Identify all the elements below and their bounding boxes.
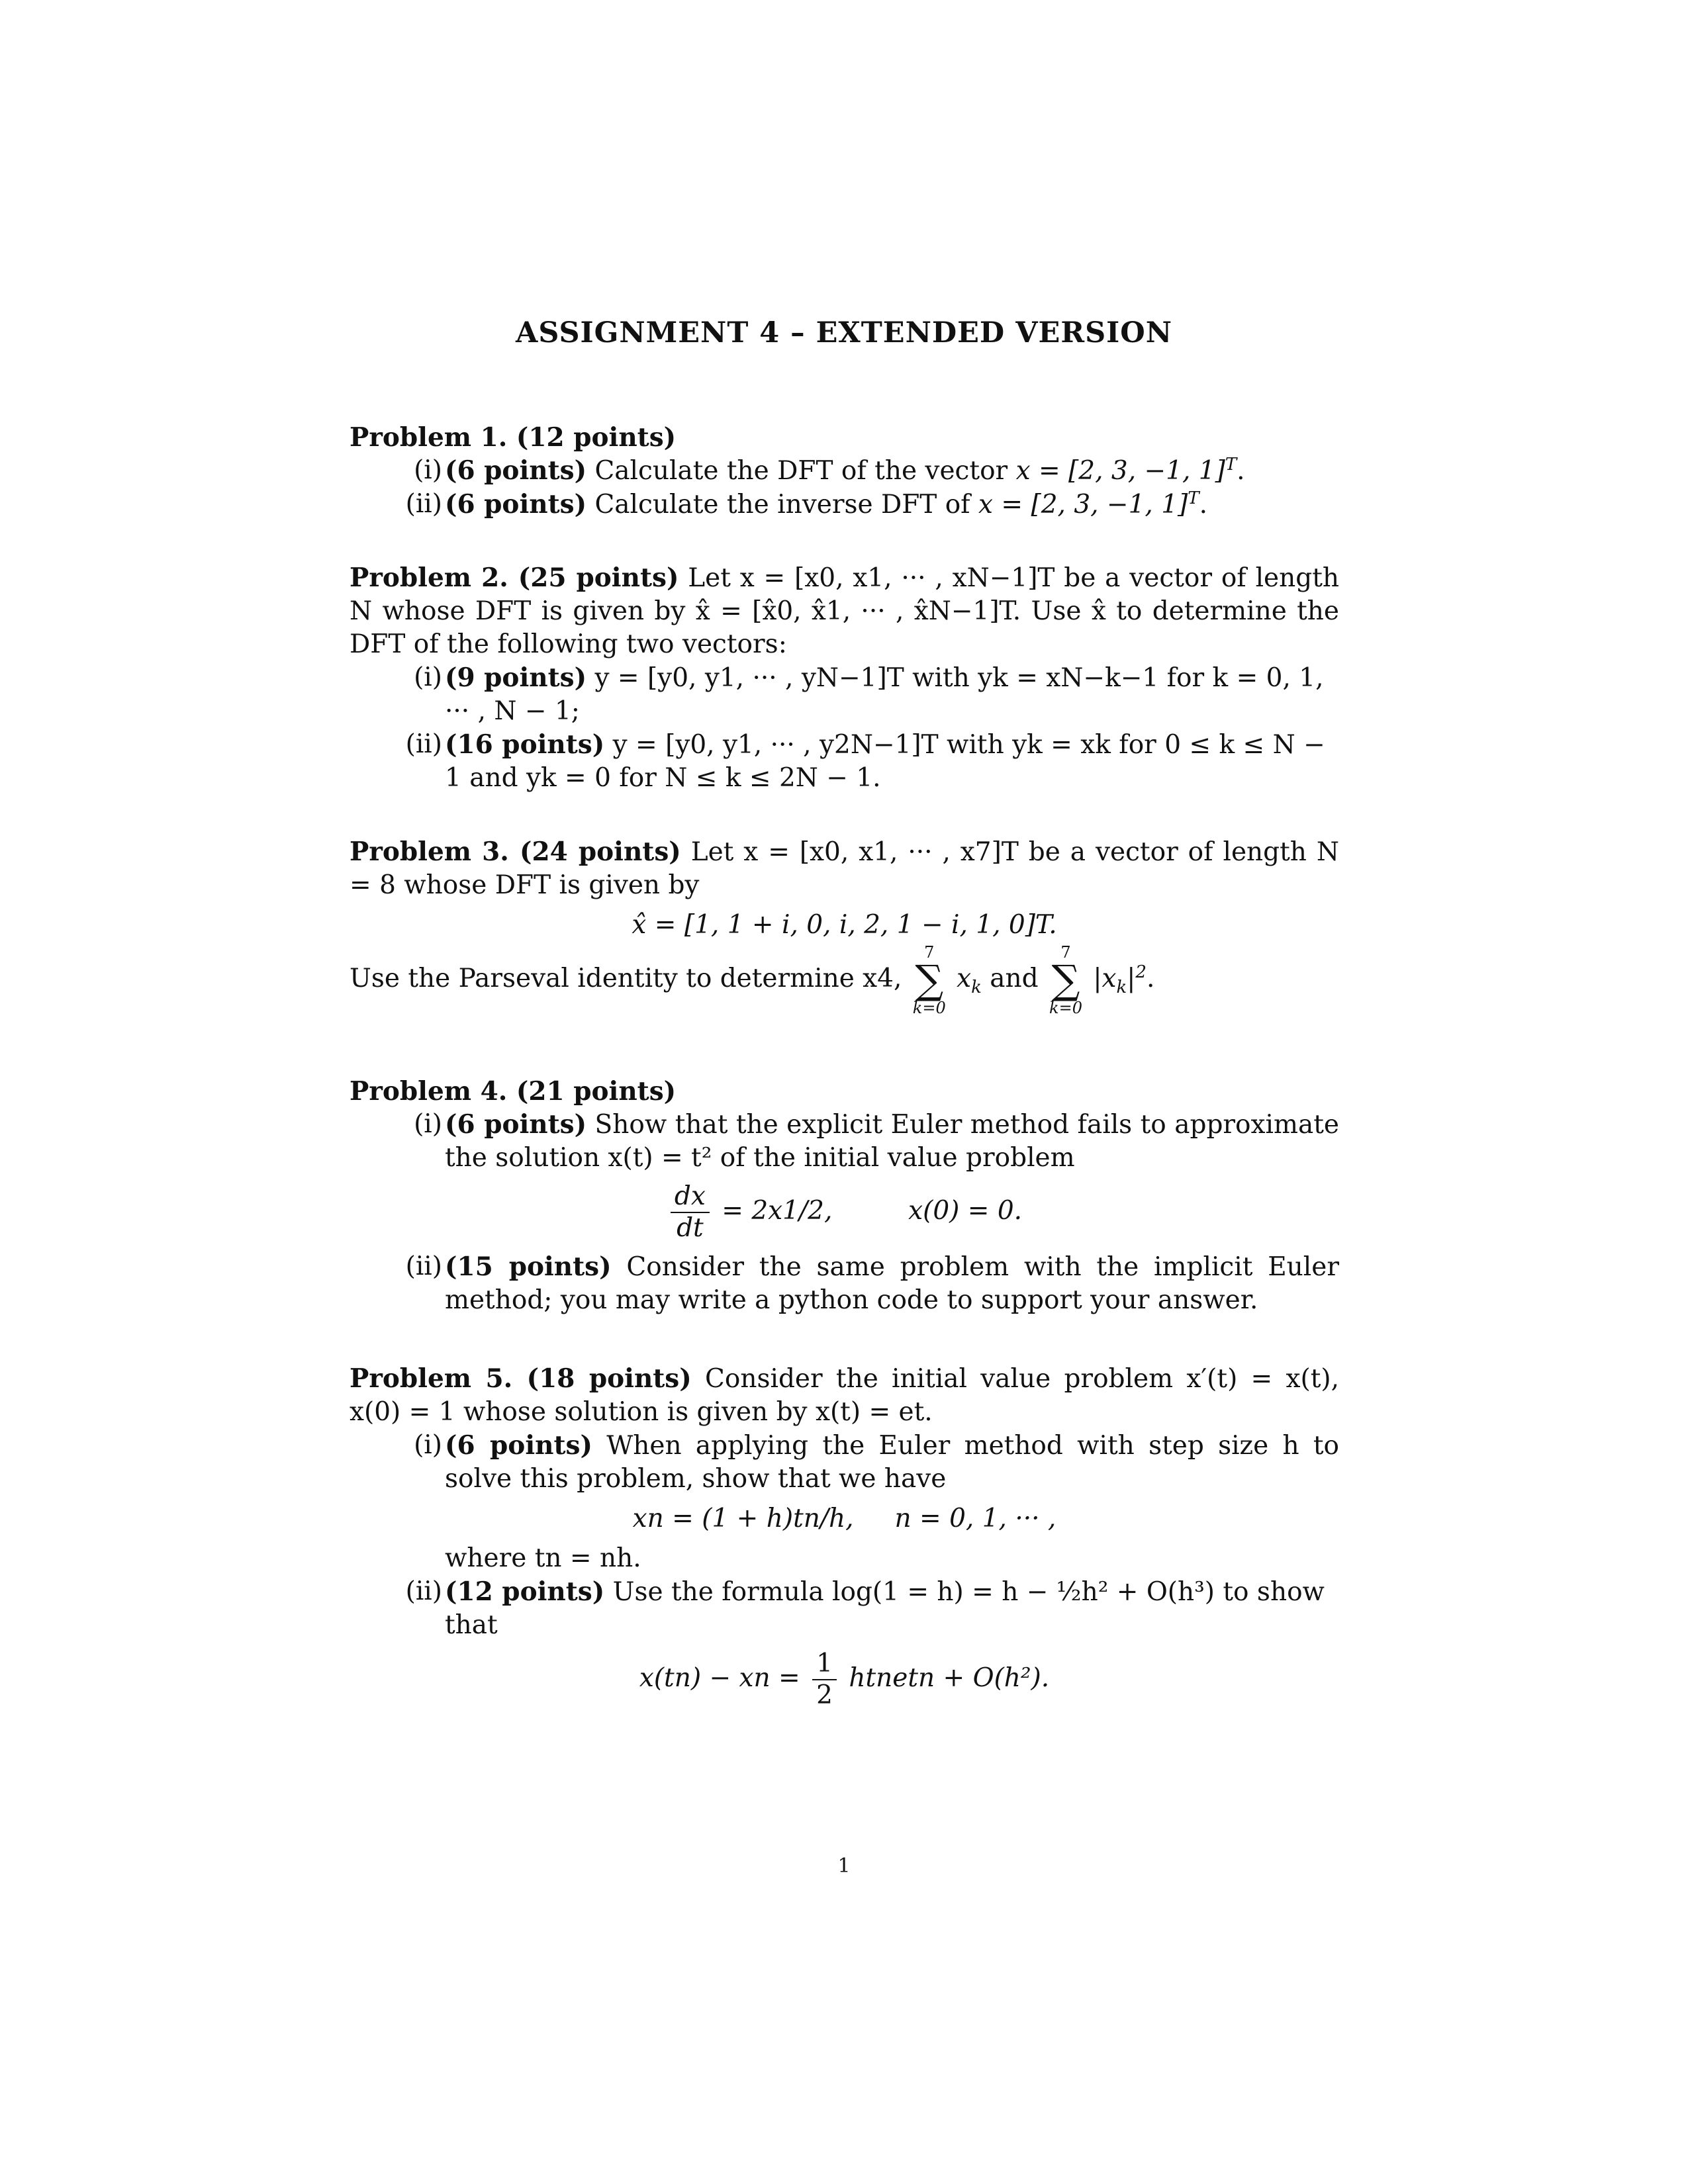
fraction-denominator: 2 xyxy=(816,1680,833,1710)
sum-operator: 7 ∑ k=0 xyxy=(1049,943,1082,1017)
problem-2 xyxy=(350,561,1339,795)
document-title: ASSIGNMENT 4 – EXTENDED VERSION xyxy=(515,316,1172,349)
problem-5-part-ii xyxy=(350,1575,1339,1642)
part-points: (15 points) xyxy=(445,1251,612,1282)
problem-5-intro-text: Consider the initial value problem x′(t) = x(t), x(0) = 1 whose solution is given by x(t) = et. xyxy=(350,1364,1339,1427)
part-text: y = [y0, y1, ··· , yN−1]T with yk = xN−k−1 for k = 0, 1, ··· , N − 1; xyxy=(445,663,1324,726)
problem-2-intro xyxy=(350,561,1339,661)
page-number: 1 xyxy=(837,1854,851,1878)
sum-upper-limit: 7 xyxy=(1060,943,1071,962)
part-points: (12 points) xyxy=(445,1576,605,1607)
sum-lower-limit: k=0 xyxy=(912,999,946,1017)
sum-upper-limit: 7 xyxy=(924,943,935,962)
sum-lower-limit: k=0 xyxy=(1049,999,1082,1017)
problem-3-parseval-line: Use the Parseval identity to determine x4, 7 ∑ k=0 $x_k$ and 7 ∑ k=0 $|x_k|^2$. xyxy=(350,943,1155,1017)
fraction-numerator: dx xyxy=(671,1181,710,1213)
problem-2-intro-text: Let x = [x0, x1, ··· , xN−1]T be a vector of length N whose DFT is given by x̂ = [x̂0, x̂1, ··· , x̂N−1]T. Use x̂ to determine the DFT of the following two vectors: xyxy=(350,563,1339,659)
part-number: (ii) xyxy=(405,1576,442,1606)
problem-1-heading: Problem 1. (12 points) xyxy=(350,422,677,453)
problem-5-where xyxy=(350,1542,1339,1575)
problem-5-euler-formula: xn = (1 + h)tn/h, n = 0, 1, ··· , xyxy=(632,1504,1056,1533)
fraction-denominator: dt xyxy=(677,1213,704,1243)
problem-3-heading: Problem 3. (24 points) xyxy=(350,837,681,867)
problem-4-heading: Problem 4. (21 points) xyxy=(350,1076,677,1107)
part-number: (i) xyxy=(414,1430,442,1460)
part-points: (6 points) xyxy=(445,1109,587,1140)
problem-4 xyxy=(350,1075,1339,1317)
problem-4-part-i xyxy=(350,1108,1339,1175)
problem-2-part-i xyxy=(350,661,1339,728)
where-text: where tn = nh. xyxy=(445,1543,641,1573)
part-points: (9 points) xyxy=(445,662,587,693)
sum-operator: 7 ∑ k=0 xyxy=(912,943,946,1017)
part-number: (ii) xyxy=(405,1251,442,1281)
ode-rhs: = 2x1/2, xyxy=(722,1196,833,1226)
parseval-text: Use the Parseval identity to determine x4, xyxy=(350,964,902,993)
derivative-fraction xyxy=(671,1181,710,1244)
problem-3-intro xyxy=(350,835,1339,902)
error-rhs: htnetn + O(h²). xyxy=(849,1663,1050,1693)
part-text: Show that the explicit Euler method fails to approximate the solution x(t) = t² of the initial value problem xyxy=(445,1110,1339,1173)
part-text: Calculate the inverse DFT of xyxy=(594,490,970,520)
problem-5-error-formula xyxy=(350,1649,1339,1711)
part-math: x = [2, 3, −1, 1] xyxy=(978,490,1188,520)
part-number: (i) xyxy=(414,662,442,692)
problem-3-intro-text: Let x = [x0, x1, ··· , x7]T be a vector of length N = 8 whose DFT is given by xyxy=(350,837,1339,900)
part-points: (16 points) xyxy=(445,729,605,760)
part-points: (6 points) xyxy=(445,1430,592,1461)
ode-initial-condition: x(0) = 0. xyxy=(908,1196,1023,1226)
problem-5 xyxy=(350,1362,1339,1717)
problem-5-intro xyxy=(350,1362,1339,1429)
and-text: and xyxy=(990,964,1039,993)
part-points: (6 points) xyxy=(445,455,587,486)
part-text: Use the formula log(1 = h) = h − ½h² + O(h³) to show that xyxy=(445,1577,1325,1640)
problem-4-ode xyxy=(350,1181,1339,1244)
problem-1 xyxy=(350,421,1339,522)
part-points: (6 points) xyxy=(445,489,587,520)
error-lhs: x(tn) − xn = xyxy=(639,1663,800,1693)
problem-4-part-ii xyxy=(350,1250,1339,1317)
problem-3 xyxy=(350,835,1339,1016)
part-number: (ii) xyxy=(405,489,442,519)
problem-3-display-equation: x̂ = [1, 1 + i, 0, i, 2, 1 − i, 1, 0]T. xyxy=(632,910,1057,940)
part-text: When applying the Euler method with step size h to solve this problem, show that we have xyxy=(445,1431,1339,1494)
part-number: (i) xyxy=(414,455,442,485)
problem-2-part-ii xyxy=(350,728,1339,795)
part-number: (i) xyxy=(414,1109,442,1139)
part-text: Consider the same problem with the implicit Euler method; you may write a python code to support your answer. xyxy=(445,1252,1339,1315)
problem-5-heading: Problem 5. (18 points) xyxy=(350,1363,692,1394)
part-text: Calculate the DFT of the vector xyxy=(594,456,1008,486)
part-number: (ii) xyxy=(405,729,442,759)
problem-2-heading: Problem 2. (25 points) xyxy=(350,563,679,593)
half-fraction xyxy=(812,1649,837,1711)
problem-1-part-i: (i) (6 points) Calculate the DFT of the vector x = [2, 3, −1, 1]$^T$. xyxy=(350,454,1339,488)
part-text: y = [y0, y1, ··· , y2N−1]T with yk = xk for 0 ≤ k ≤ N − 1 and yk = 0 for N ≤ k ≤ 2N − 1. xyxy=(445,730,1325,793)
problem-5-part-i xyxy=(350,1429,1339,1496)
problem-1-part-ii: (ii) (6 points) Calculate the inverse DFT of x = [2, 3, −1, 1]$^T$. xyxy=(350,488,1339,522)
part-math: x = [2, 3, −1, 1] xyxy=(1015,456,1225,486)
fraction-numerator: 1 xyxy=(812,1649,837,1680)
